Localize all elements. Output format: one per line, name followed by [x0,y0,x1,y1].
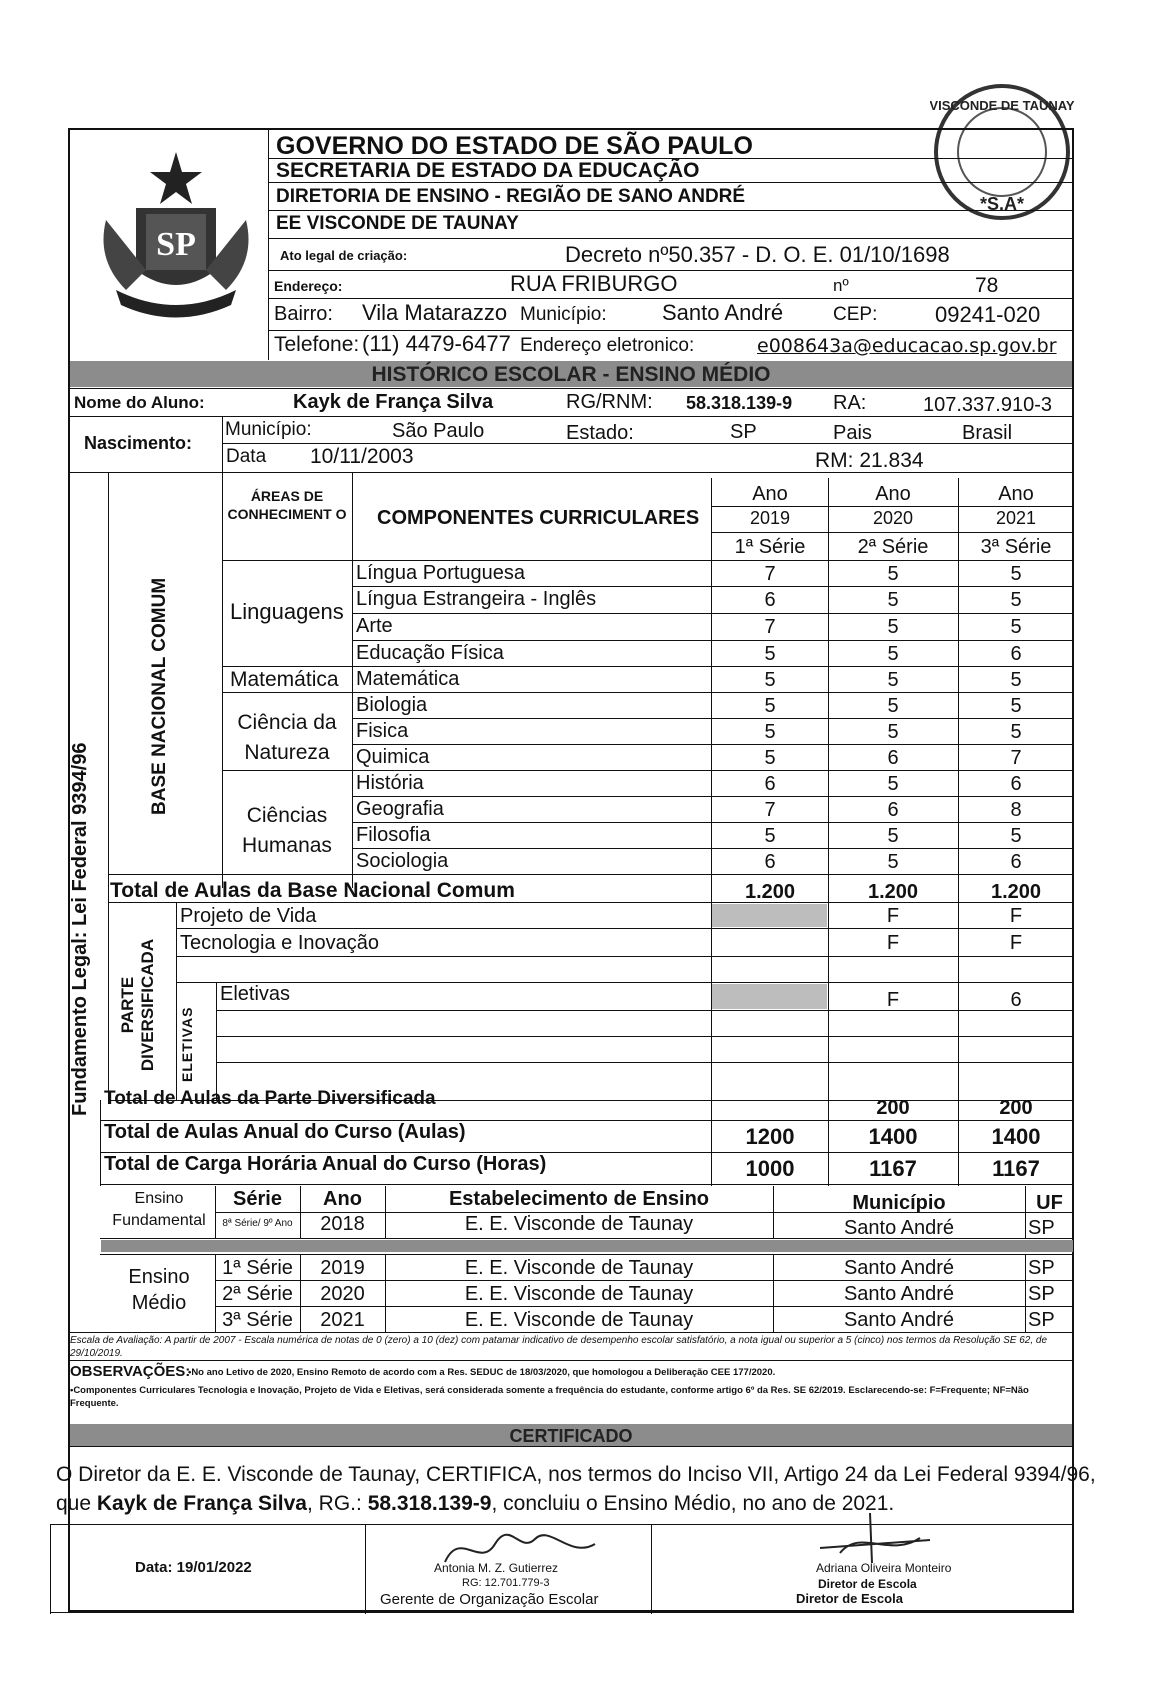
grade-cell: 6 [764,773,776,795]
grade-cell: 5 [1010,563,1022,585]
fund-city: Santo André [843,1217,955,1239]
birth-city-label: Município: [225,419,312,440]
parte-diversificada-label: PARTE DIVERSIFICADA [118,938,157,1072]
grade-cell: 5 [764,695,776,717]
year-label-2: Ano [875,483,911,505]
year-label-1: Ano [752,483,788,505]
birth-label: Nascimento: [84,433,193,453]
series-2: 2ª Série [857,536,929,558]
grade-cell: 6 [887,747,899,769]
grade-cell: 5 [1010,589,1022,611]
grade-cell: 5 [887,589,899,611]
grade-cell: 5 [1010,825,1022,847]
cep-label: CEP: [833,304,878,325]
phone-label: Telefone: [274,333,360,356]
rg-value: 58.318.139-9 [686,393,793,413]
grade-cell: 5 [764,747,776,769]
district-label: Bairro: [274,303,333,325]
year-label-3: Ano [998,483,1034,505]
medio-school: E. E. Visconde de Taunay [464,1257,694,1279]
birth-city: São Paulo [392,420,485,442]
subject-name: Educação Física [356,642,504,664]
total-annual-label: Total de Aulas Anual do Curso (Aulas) [104,1121,466,1143]
total-annual-2019: 1200 [745,1124,795,1149]
svg-text:SP: SP [156,226,196,263]
medio-city: Santo André [843,1283,955,1305]
certificate-title: CERTIFICADO [509,1426,633,1446]
sig1-name: Antonia M. Z. Gutierrez [434,1561,559,1575]
grade-cell: 5 [887,773,899,795]
fund-uf: SP [1028,1217,1055,1239]
obs-line-1: •No ano Letivo de 2020, Ensino Remoto de acordo com a Res. SEDUC de 18/03/2020, que homologou a Deliberação CEE 177/2020. [188,1367,776,1378]
state-value: SP [730,421,757,443]
scale-note: Escala de Avaliação: A partir de 2007 - Escala numérica de notas de 0 (zero) a 10 (dez) com patamar indicativo de desempenho escolar satisfatório, a nota igual ou superior a 5 (cinco) nos termos da Resolução SE 62, de 29/10/2019. [70,1335,1048,1359]
total-base-2019: 1.200 [744,881,796,903]
grade-cell: 5 [887,721,899,743]
state-label: Estado: [566,422,634,444]
total-base-2021: 1.200 [990,881,1042,903]
cep-value: 09241-020 [935,302,1041,327]
sig2-role-2: Diretor de Escola [796,1591,903,1606]
medio-year: 2020 [320,1283,365,1305]
grade-cell: 6 [764,589,776,611]
number-label: nº [833,276,849,295]
div-eletivas: Eletivas [220,983,291,1005]
total-div-2020: 200 [876,1097,910,1119]
grade-cell: 5 [887,563,899,585]
fundamental-label: Ensino Fundamental [112,1190,206,1229]
government-title: GOVERNO DO ESTADO DE SÃO PAULO [276,132,753,160]
medio-uf: SP [1028,1283,1055,1305]
area-matematica: Matemática [230,668,339,691]
grade-cell: 7 [764,563,776,585]
student-name-label: Nome do Aluno: [74,393,205,412]
legal-basis-label: Fundamento Legal: Lei Federal 9394/96 [69,742,91,1116]
fund-serie: 8ª Série/ 9º Ano [222,1218,293,1229]
total-base-2020: 1.200 [867,881,919,903]
subject-name: Quimica [356,746,430,768]
year-2020: 2020 [872,508,914,528]
email-label: Endereço eletronico: [520,335,695,356]
div-eletivas-2021: 6 [1010,989,1022,1011]
student-name: Kayk de França Silva [293,391,494,413]
secretary-title: SECRETARIA DE ESTADO DA EDUCAÇÃO [276,159,700,182]
grade-cell: 6 [1010,773,1022,795]
school-name: EE VISCONDE DE TAUNAY [276,213,519,234]
area-ciencias-humanas: Ciências Humanas [242,804,332,857]
city-value: Santo André [662,300,784,325]
medio-year: 2021 [320,1309,365,1331]
grade-cell: 8 [1010,799,1022,821]
rg-label: RG/RNM: [566,391,653,413]
year-header: Ano [323,1188,362,1210]
total-base-label: Total de Aulas da Base Nacional Comum [110,879,515,902]
medio-serie: 2ª Série [222,1283,293,1305]
grade-cell: 5 [1010,669,1022,691]
div-projeto-vida: Projeto de Vida [180,905,317,927]
grade-cell: 5 [887,669,899,691]
grade-cell: 7 [764,616,776,638]
subject-name: Língua Portuguesa [356,562,526,584]
area-linguagens: Linguagens [230,599,344,624]
grade-cell: 5 [1010,695,1022,717]
grade-cell: 7 [1010,747,1022,769]
shaded-cell-2 [712,984,827,1009]
subject-name: Fisica [356,720,409,742]
medio-serie: 1ª Série [222,1257,293,1279]
address-value: RUA FRIBURGO [510,271,678,296]
certificate-date: Data: 19/01/2022 [135,1559,252,1576]
total-div-label: Total de Aulas da Parte Diversificada [104,1088,436,1109]
total-hours-2020: 1167 [869,1156,917,1181]
address-label: Endereço: [274,278,343,294]
areas-header: ÁREAS DE CONHECIMENT O [227,488,347,522]
certificate-line-1: O Diretor da E. E. Visconde de Taunay, CERTIFICA, nos termos do Inciso VII, Artigo 24 da Lei Federal 9394/96, [56,1463,1096,1486]
total-div-2021: 200 [999,1097,1033,1119]
div-tecnologia-2020: F [886,932,900,954]
medio-school: E. E. Visconde de Taunay [464,1283,694,1305]
obs-line-2: •Componentes Curriculares Tecnologia e Inovação, Projeto de Vida e Eletivas, será considerada somente a frequência do estudante, conforme artigo 6º da Res. SE 62/2019. Esclarecendo-se: F=Frequente; NF=Não Frequente. [70,1385,1029,1409]
year-2019: 2019 [749,508,791,528]
sig1-role: Gerente de Organização Escolar [380,1591,599,1608]
signature-2 [810,1508,950,1568]
div-eletivas-2020: F [886,989,900,1011]
separator-bar [101,1240,1073,1252]
sig2-name: Adriana Oliveira Monteiro [816,1561,952,1575]
document-title: HISTÓRICO ESCOLAR - ENSINO MÉDIO [371,363,771,386]
total-hours-2019: 1000 [745,1156,795,1181]
area-ciencia-natureza: Ciência da Natureza [237,711,337,764]
total-hours-2021: 1167 [992,1156,1040,1181]
total-annual-2020: 1400 [868,1124,918,1149]
uf-header: UF [1036,1192,1063,1214]
year-2021: 2021 [995,508,1037,528]
creation-act-label: Ato legal de criação: [280,248,408,263]
div-tecnologia-2021: F [1009,932,1023,954]
directorate-title: DIRETORIA DE ENSINO - REGIÃO DE SANO ANDRÉ [276,186,746,207]
grade-cell: 5 [764,643,776,665]
medio-serie: 3ª Série [222,1309,293,1331]
components-header: COMPONENTES CURRICULARES [377,507,700,529]
series-3: 3ª Série [980,536,1052,558]
rm-value: RM: 21.834 [815,449,924,472]
obs-label: OBSERVAÇÕES: [70,1363,191,1380]
medio-uf: SP [1028,1309,1055,1331]
country-value: Brasil [962,422,1013,444]
grade-cell: 6 [1010,851,1022,873]
total-hours-label: Total de Carga Horária Anual do Curso (Horas) [104,1153,547,1175]
number-value: 78 [975,274,999,297]
birth-date-label: Data [226,446,267,467]
medio-label: Ensino Médio [128,1266,190,1314]
ra-label: RA: [833,392,867,414]
medio-city: Santo André [843,1309,955,1331]
establishment-header: Estabelecimento de Ensino [448,1188,710,1210]
subject-name: Arte [356,615,393,637]
grade-cell: 5 [887,643,899,665]
grade-cell: 6 [1010,643,1022,665]
grade-cell: 7 [764,799,776,821]
birth-date: 10/11/2003 [310,445,414,468]
grade-cell: 6 [764,851,776,873]
div-projeto-2020: F [886,905,900,927]
svg-text:*S.A*: *S.A* [979,194,1025,214]
grade-cell: 5 [764,669,776,691]
ra-value: 107.337.910-3 [923,394,1053,416]
subject-name: História [356,772,424,794]
subject-name: Língua Estrangeira - Inglês [356,588,597,610]
grade-cell: 6 [887,799,899,821]
email-link[interactable]: e008643a@educacao.sp.gov.br [757,335,1057,357]
city-label: Município: [520,304,607,325]
base-nacional-label: BASE NACIONAL COMUM [149,577,170,815]
medio-school: E. E. Visconde de Taunay [464,1309,694,1331]
eletivas-vertical-label: ELETIVAS [179,1006,195,1082]
grade-cell: 5 [887,825,899,847]
serie-header: Série [233,1188,282,1210]
grade-cell: 5 [887,616,899,638]
sig2-role-1: Diretor de Escola [818,1577,917,1591]
div-tecnologia: Tecnologia e Inovação [180,932,380,954]
total-annual-2021: 1400 [991,1124,1041,1149]
subject-name: Geografia [356,798,444,820]
series-1: 1ª Série [734,536,806,558]
medio-year: 2019 [320,1257,365,1279]
grade-cell: 5 [1010,616,1022,638]
subject-name: Sociologia [356,850,449,872]
grade-cell: 5 [764,825,776,847]
phone-value: (11) 4479-6477 [362,331,511,356]
svg-text:VISCONDE DE TAUNAY: VISCONDE DE TAUNAY [930,98,1075,113]
country-label: Pais [833,422,872,444]
grade-cell: 5 [1010,721,1022,743]
fund-year: 2018 [320,1213,365,1235]
grade-cell: 5 [887,851,899,873]
subject-name: Matemática [356,668,460,690]
grade-cell: 5 [887,695,899,717]
grade-cell: 5 [764,721,776,743]
div-projeto-2021: F [1009,905,1023,927]
certificate-line-2: que Kayk de França Silva, RG.: 58.318.139-9, concluiu o Ensino Médio, no ano de 2021. [56,1492,895,1515]
sig1-rg: RG: 12.701.779-3 [462,1577,550,1589]
city-header: Município [852,1192,946,1214]
creation-act: Decreto nº50.357 - D. O. E. 01/10/1698 [565,242,950,267]
medio-uf: SP [1028,1257,1055,1279]
district-value: Vila Matarazzo [362,300,508,325]
medio-city: Santo André [843,1257,955,1279]
fund-school: E. E. Visconde de Taunay [464,1213,694,1235]
subject-name: Biologia [356,694,428,716]
shaded-cell-1 [712,904,827,927]
subject-name: Filosofia [356,824,431,846]
